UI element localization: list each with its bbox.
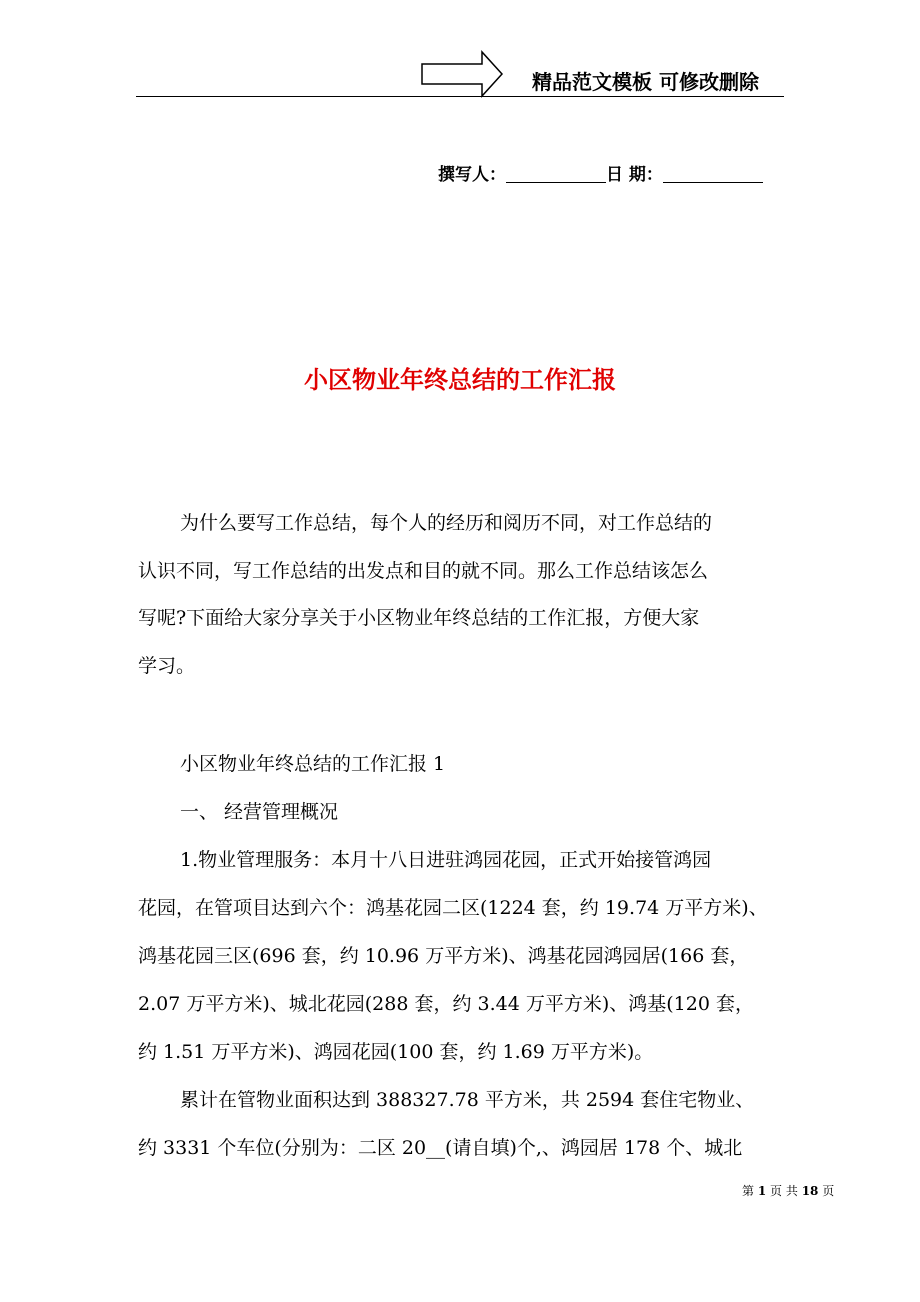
header-divider xyxy=(136,96,784,97)
page-suffix: 页 xyxy=(822,1184,835,1198)
body-line: 约 1.51 万平方米)、鸿园花园(100 套，约 1.69 万平方米)。 xyxy=(138,1041,654,1063)
author-date-line xyxy=(438,160,763,185)
date-label: 日 期： xyxy=(606,165,663,185)
body-line: 累计在管物业面积达到 388327.78 平方米，共 2594 套住宅物业、 xyxy=(180,1089,755,1111)
body-line: 为什么要写工作总结，每个人的经历和阅历不同，对工作总结的 xyxy=(180,512,713,534)
author-blank xyxy=(506,164,606,183)
section-heading: 小区物业年终总结的工作汇报 1 xyxy=(180,753,446,775)
page-number xyxy=(742,1182,834,1199)
body-line: 1.物业管理服务：本月十八日进驻鸿园花园，正式开始接管鸿园 xyxy=(180,849,712,871)
page-mid: 页 共 xyxy=(770,1184,798,1198)
header-title: 精品范文模板 可修改删除 xyxy=(532,70,759,94)
body-line: 写呢?下面给大家分享关于小区物业年终总结的工作汇报，方便大家 xyxy=(138,607,700,629)
page-prefix: 第 xyxy=(742,1184,755,1198)
current-page: 1 xyxy=(757,1184,767,1198)
body-line: 2.07 万平方米)、城北花园(288 套，约 3.44 万平方米)、鸿基(120 套， xyxy=(138,993,754,1015)
total-pages: 18 xyxy=(801,1184,819,1198)
body-line: 学习。 xyxy=(138,655,196,677)
author-label: 撰写人： xyxy=(438,165,506,185)
arrow-right-outline-icon xyxy=(420,50,504,98)
date-blank xyxy=(663,164,763,183)
body-line: 鸿基花园三区(696 套，约 10.96 万平方米)、鸿基花园鸿园居(166 套， xyxy=(138,945,749,967)
body-line: 认识不同，写工作总结的出发点和目的就不同。那么工作总结该怎么 xyxy=(138,560,709,582)
body-line: 约 3331 个车位(分别为：二区 20__(请自填)个,、鸿园居 178 个、城北 xyxy=(138,1137,743,1159)
body-line: 花园，在管项目达到六个：鸿基花园二区(1224 套，约 19.74 万平方米)、 xyxy=(138,897,768,919)
subsection-heading: 一、 经营管理概况 xyxy=(180,801,339,823)
document-title: 小区物业年终总结的工作汇报 xyxy=(304,365,616,394)
